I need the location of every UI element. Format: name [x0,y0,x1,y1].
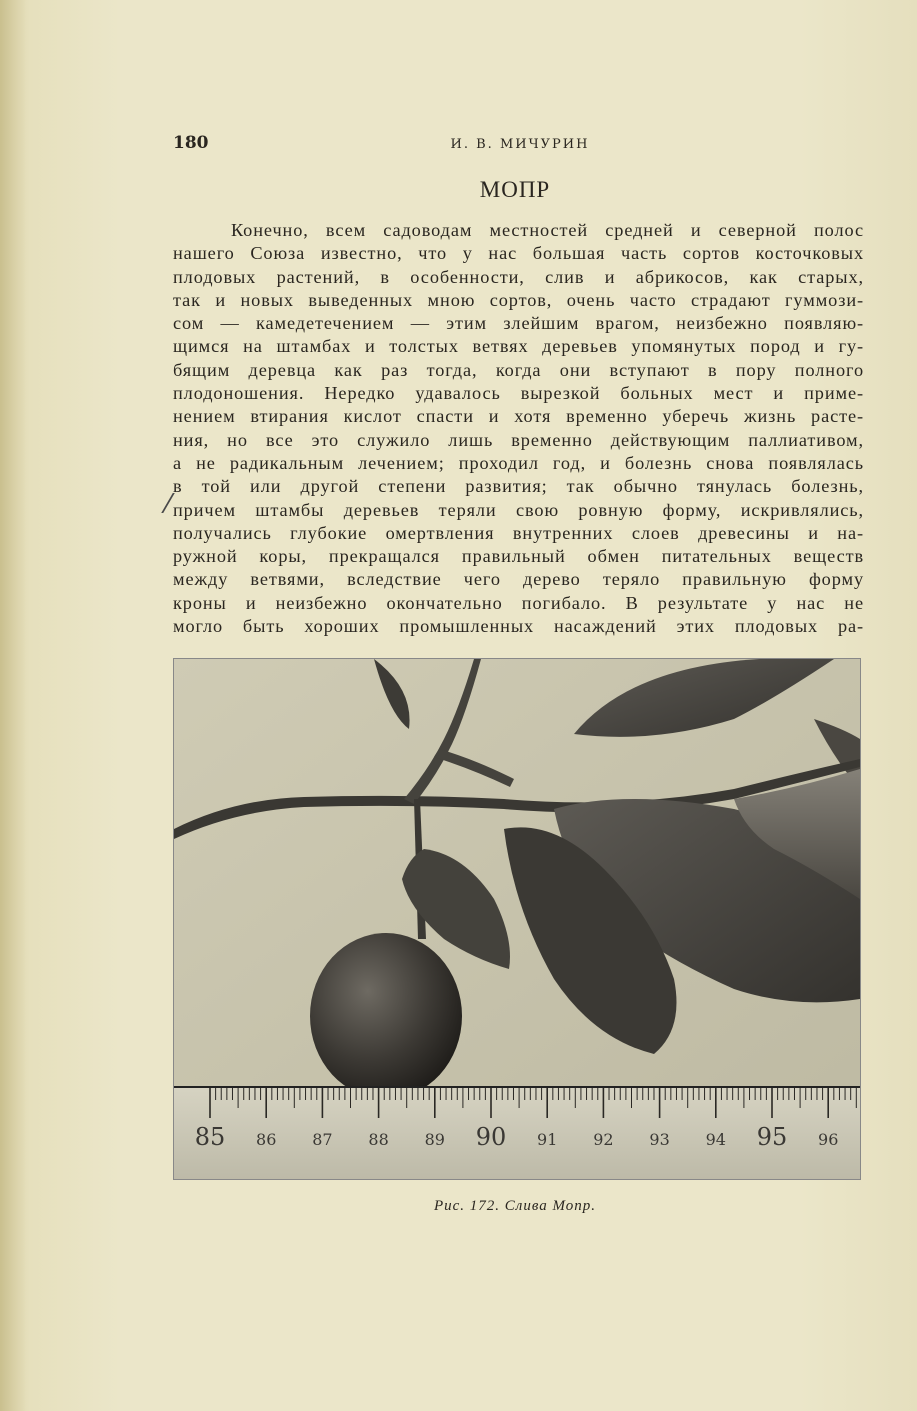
text-line: так и новых выведенных мною сортов, очень часто страдают гуммози- [173,289,864,310]
body-paragraph [173,219,864,638]
ruler-label: 89 [424,1130,445,1149]
text-line: плодовых растений, в особенности, слив и абрикосов, как старых, [173,266,864,287]
ruler-label: 87 [312,1130,333,1149]
ruler-label: 92 [593,1130,614,1149]
plum-photo-illustration [174,659,860,1179]
text-line: между ветвями, вследствие чего дерево теряло правильную форму [173,569,864,590]
text-line: могло быть хороших промышленных насаждений этих плодовых ра- [173,616,864,637]
text-line: сом — камедетечением — этим злейшим врагом, неизбежно появляю- [173,313,864,334]
text-line: плодоношения. Нередко удавалось вырезкой больных мест и приме- [173,383,864,404]
ruler-label: 86 [256,1130,277,1149]
text-line: нением втирания кислот спасти и хотя временно уберечь жизнь расте- [173,406,864,427]
text-line: а не радикальным лечением; проходил год, и болезнь снова появлялась [173,452,864,473]
running-head: И. В. МИЧУРИН [450,137,590,152]
section-title: МОПР [479,177,551,202]
ruler-label: 94 [705,1130,726,1149]
ruler-label: 96 [818,1130,839,1149]
figure-caption: Рис. 172. Слива Мопр. [433,1198,597,1214]
text-line: ружной коры, прекращался правильный обмен питательных веществ [173,546,864,567]
text-line: в той или другой степени развития; так обычно тянулась болезнь, [173,476,864,497]
text-line: причем штамбы деревьев теряли свою ровную форму, искривлялись, [173,499,864,520]
ruler-label: 88 [368,1130,389,1149]
ruler-label: 85 [194,1123,226,1151]
text-line: кроны и неизбежно окончательно погибало. В результате у нас не [173,592,864,613]
text-line: бящим деревца как раз тогда, когда они вступают в пору полного [173,359,864,380]
ruler-label: 93 [649,1130,670,1149]
ruler-label: 90 [475,1123,507,1151]
text-line: ния, но все это служило лишь временно действующим паллиативом, [173,429,864,450]
plum-fruit [310,933,462,1099]
text-line: нашего Союза известно, что у нас большая часть сортов косточковых [173,243,864,264]
text-line: Конечно, всем садоводам местностей средней и северной полос [231,220,864,240]
page-number: 180 [173,133,209,153]
plum-photograph [173,658,861,1180]
ruler-label: 91 [537,1130,558,1149]
text-line: щимся на штамбах и толстых ветвях деревьев упомянутых пород и гу- [173,336,864,357]
text-line: получались глубокие омертвления внутренних слоев древесины и на- [173,522,864,543]
ruler-label: 95 [756,1123,788,1151]
